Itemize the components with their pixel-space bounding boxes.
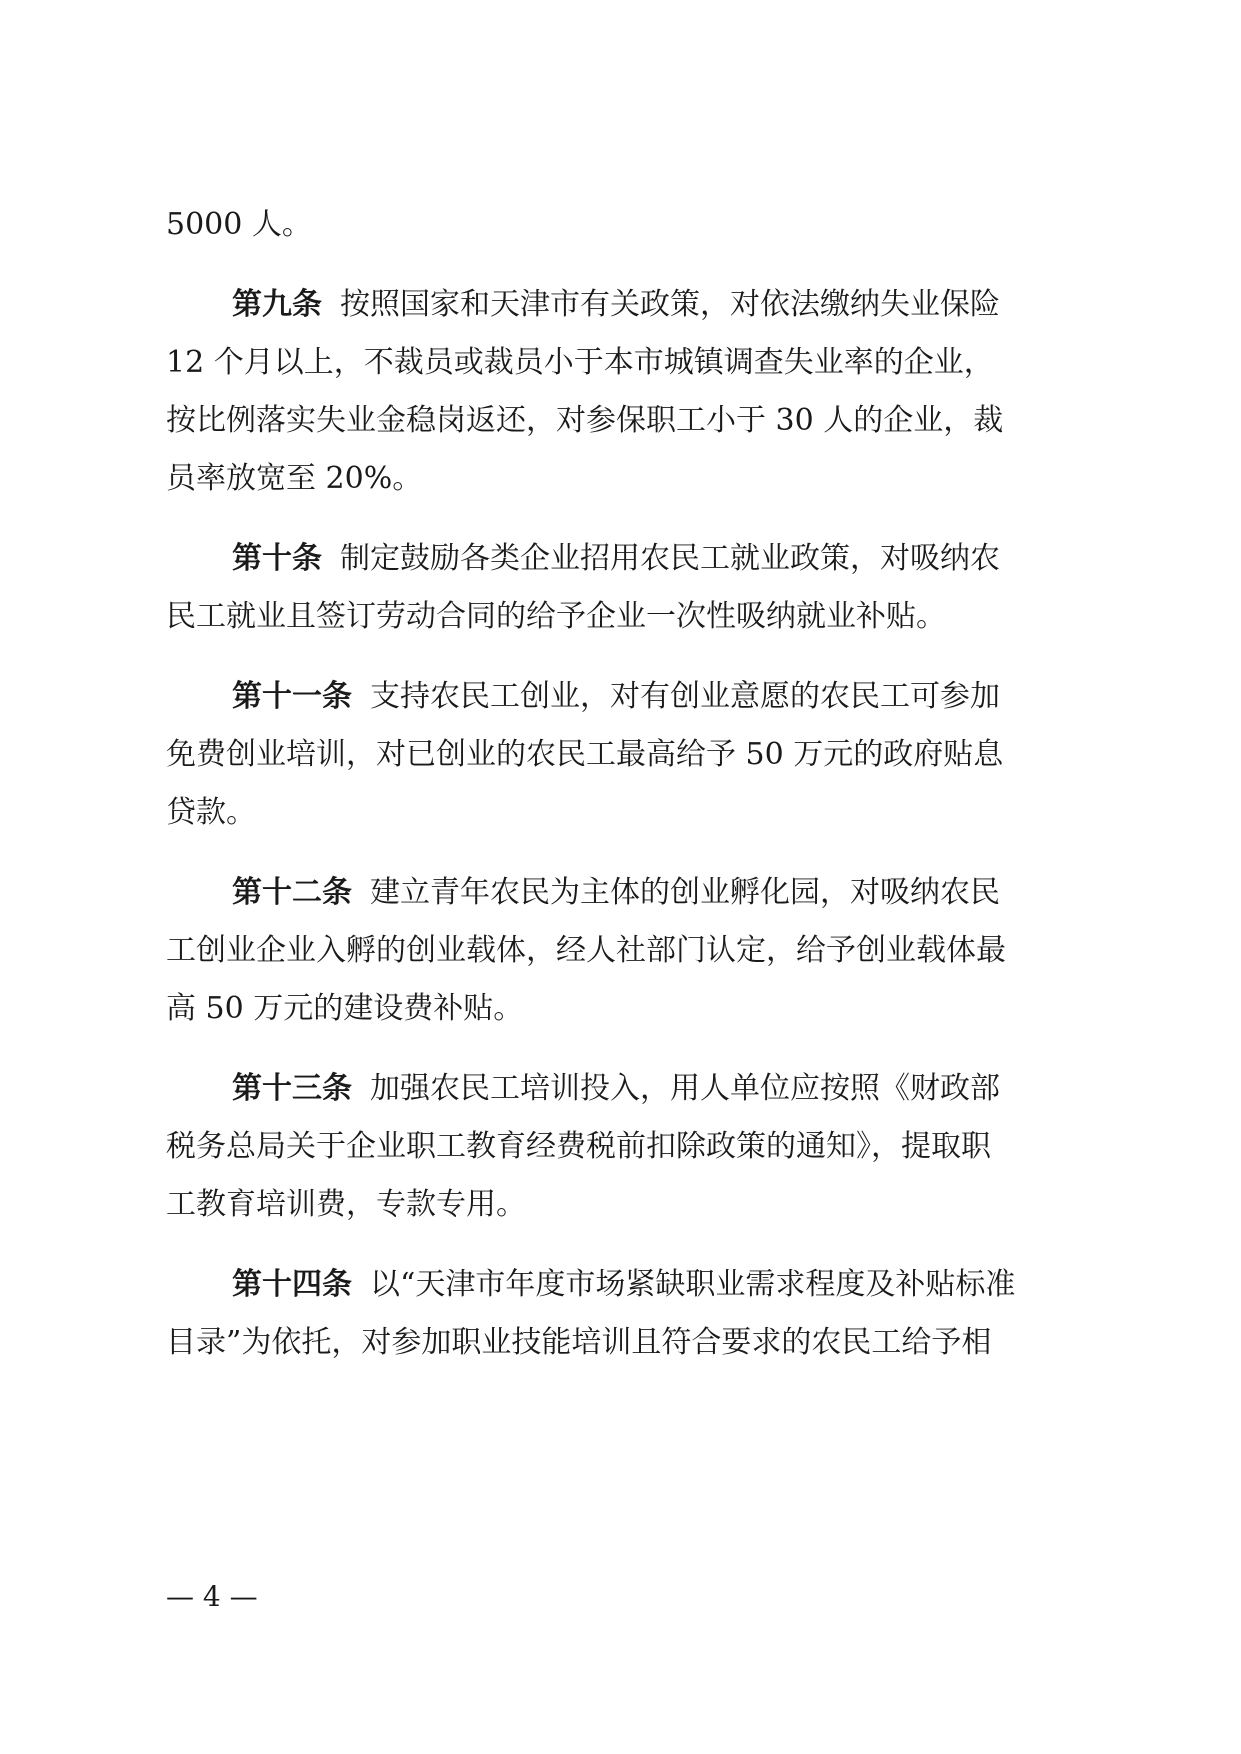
article-11-title: 第十一条 bbox=[232, 679, 352, 714]
article-14-first-line bbox=[232, 1265, 1086, 1305]
page-number: — 4 — bbox=[166, 1580, 258, 1613]
body-line: 目录”为依托，对参加职业技能培训且符合要求的农民工给予相 bbox=[166, 1325, 992, 1360]
article-14-text: 以“天津市年度市场紧缺职业需求程度及补贴标准 bbox=[370, 1267, 1016, 1302]
body-line: 工教育培训费，专款专用。 bbox=[166, 1187, 526, 1222]
body-line: 税务总局关于企业职工教育经费税前扣除政策的通知》，提取职 bbox=[166, 1129, 991, 1164]
article-10-title: 第十条 bbox=[232, 541, 322, 576]
article-14-title: 第十四条 bbox=[232, 1267, 352, 1302]
article-11-text: 支持农民工创业，对有创业意愿的农民工可参加 bbox=[370, 679, 1000, 714]
article-10-first-line bbox=[232, 539, 1086, 579]
body-line: 民工就业且签订劳动合同的给予企业一次性吸纳就业补贴。 bbox=[166, 599, 946, 634]
article-13-first-line bbox=[232, 1069, 1086, 1109]
article-9-title: 第九条 bbox=[232, 287, 322, 322]
body-line: 工创业企业入孵的创业载体，经人社部门认定，给予创业载体最 bbox=[166, 933, 1006, 968]
body-line: 按比例落实失业金稳岗返还，对参保职工小于 30 人的企业，裁 bbox=[166, 403, 1004, 438]
article-12-title: 第十二条 bbox=[232, 875, 352, 910]
body-line: 12 个月以上，不裁员或裁员小于本市城镇调查失业率的企业， bbox=[166, 345, 994, 380]
article-11-first-line bbox=[232, 677, 1086, 717]
article-13-title: 第十三条 bbox=[232, 1071, 352, 1106]
body-line: 贷款。 bbox=[166, 795, 256, 830]
body-line: 高 50 万元的建设费补贴。 bbox=[166, 991, 524, 1026]
article-10-text: 制定鼓励各类企业招用农民工就业政策，对吸纳农 bbox=[340, 541, 1000, 576]
article-9-text: 按照国家和天津市有关政策，对依法缴纳失业保险 bbox=[340, 287, 1000, 322]
article-9-first-line bbox=[232, 285, 1086, 325]
article-12-text: 建立青年农民为主体的创业孵化园，对吸纳农民 bbox=[370, 875, 1000, 910]
article-13-text: 加强农民工培训投入，用人单位应按照《财政部 bbox=[370, 1071, 1000, 1106]
body-line: 员率放宽至 20%。 bbox=[166, 461, 423, 496]
article-12-first-line bbox=[232, 873, 1086, 913]
body-line: 5000 人。 bbox=[166, 207, 312, 242]
body-line: 免费创业培训，对已创业的农民工最高给予 50 万元的政府贴息 bbox=[166, 737, 1004, 772]
